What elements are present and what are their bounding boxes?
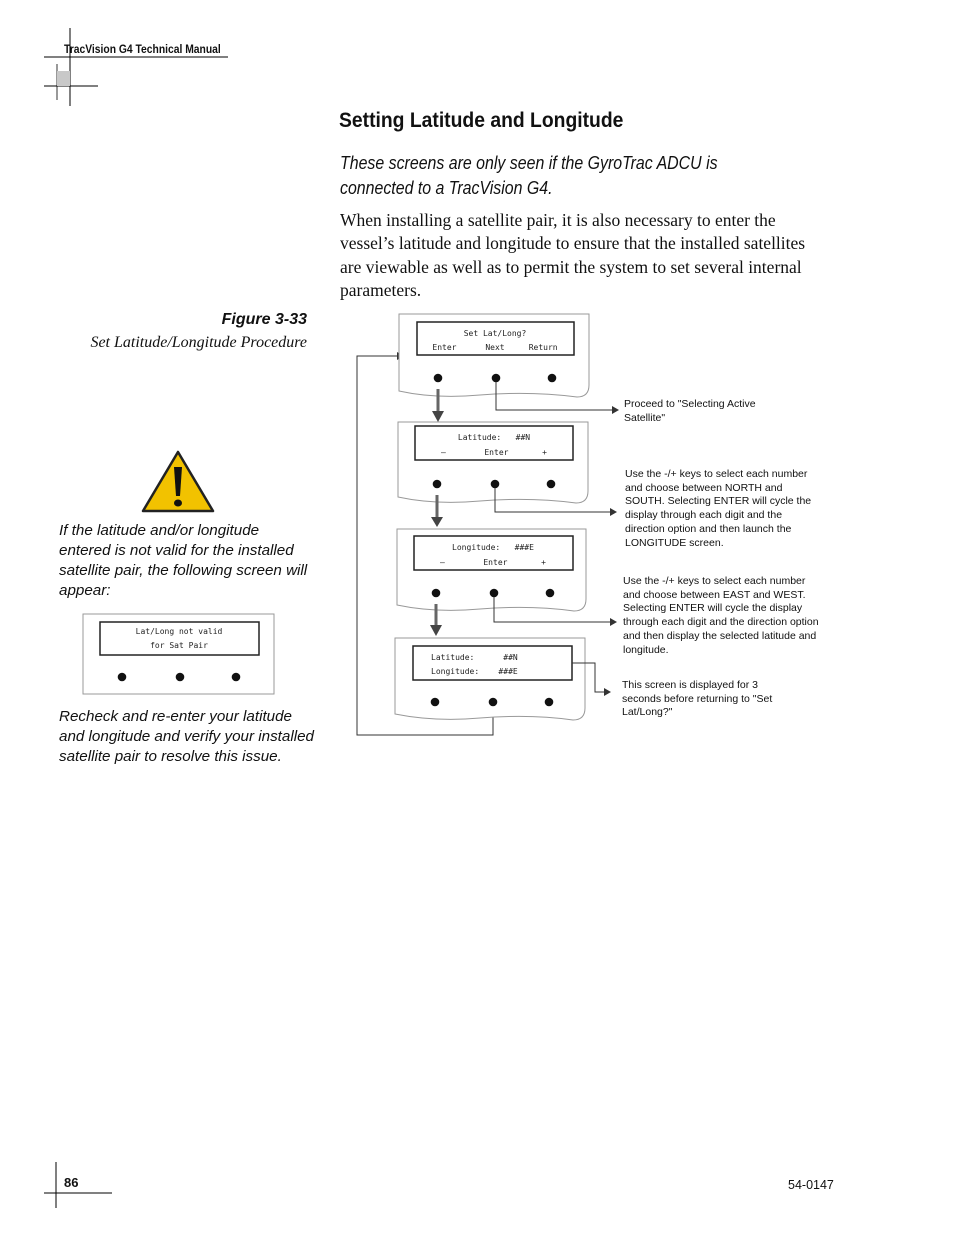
document-number: 54-0147 [788, 1178, 834, 1192]
svg-text:Set Lat/Long?: Set Lat/Long? [463, 329, 527, 338]
section-lead: These screens are only seen if the GyroTrac ADCU is connected to a TracVision G4. [340, 152, 718, 198]
warning-text-resolve: Recheck and re-enter your latitude and longitude and verify your installed satellite pair to resolve this issue. [59, 708, 314, 765]
page-number: 86 [64, 1175, 79, 1190]
note-latitude: Use the -/+ keys to select each number and choose between NORTH and SOUTH. Selecting ENTER will cycle the display through each digit and the direction option and then launch the LONGITUDE screen. [625, 468, 812, 549]
section-body: When installing a satellite pair, it is also necessary to enter the vessel’s latitude and longitude to ensure that the installed satellites are viewable as well as to permit the system to set several internal parameters. [340, 210, 806, 300]
invalid-screen-line1: Lat/Long not valid [135, 627, 223, 636]
warning-text-intro: If the latitude and/or longitude entered is not valid for the installed satellite pair, the following screen will appear: [59, 522, 308, 599]
invalid-screen-panel [82, 613, 275, 695]
screen-latitude [398, 422, 588, 503]
manual-title: TracVision G4 Technical Manual [64, 42, 221, 56]
procedure-diagram [340, 305, 640, 745]
svg-text:– Enter +: – Enter + [440, 558, 546, 567]
figure-number: Figure 3-33 [221, 311, 307, 328]
svg-text:Latitude: ##N: Latitude: ##N [457, 433, 531, 442]
warning-icon [141, 449, 215, 514]
screen-longitude [397, 529, 586, 611]
screen-lat-long-summary [395, 638, 585, 720]
note-longitude: Use the -/+ keys to select each number and choose between EAST and WEST. Selecting ENTER will cycle the display through each digit and the direction option and then display the selected latitude and longitude. [623, 575, 819, 656]
note-summary: This screen is displayed for 3 seconds before returning to "Set Lat/Long?" [622, 679, 773, 719]
svg-text:Longitude: ###E: Longitude: ###E [431, 667, 518, 676]
note-proceed: Proceed to "Selecting Active Satellite" [624, 398, 756, 424]
screen-set-lat-long [399, 314, 589, 397]
invalid-screen-line2: for Sat Pair [150, 641, 208, 650]
section-title: Setting Latitude and Longitude [339, 109, 624, 132]
figure-caption: Set Latitude/Longitude Procedure [90, 334, 307, 351]
svg-text:Longitude: ###E: Longitude: ###E [452, 543, 534, 552]
svg-text:– Enter +: – Enter + [441, 448, 547, 457]
svg-text:Enter Next Return: Enter Next Return [432, 343, 558, 352]
svg-text:Latitude: ##N: Latitude: ##N [431, 653, 518, 662]
